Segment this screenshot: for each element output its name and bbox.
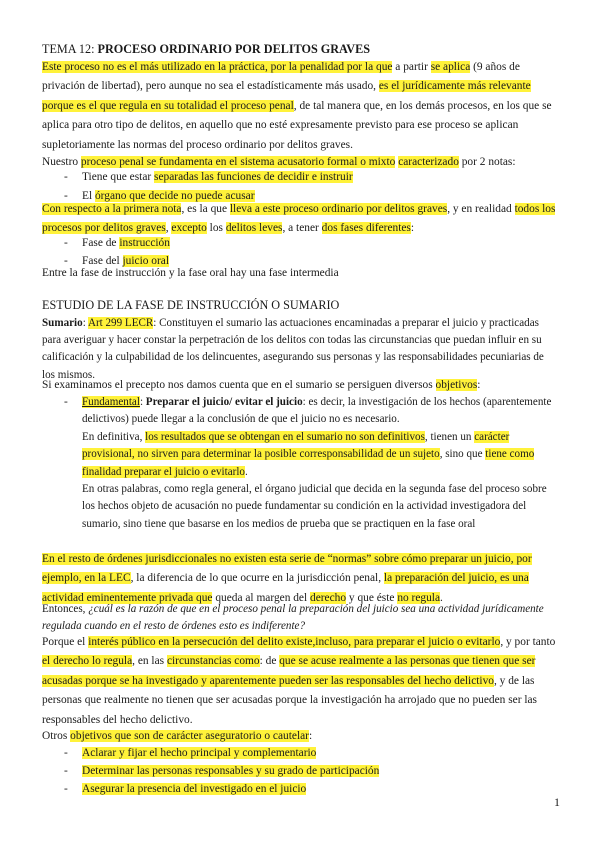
bullet-dash: - bbox=[64, 765, 68, 777]
list-item: Aclarar y fijar el hecho principal y complementario bbox=[82, 747, 317, 759]
list-item: Fase de instrucción bbox=[82, 237, 170, 249]
bullet-dash: - bbox=[64, 171, 68, 183]
fundamental-objective: Fundamental: Preparar el juicio/ evitar el juicio: es decir, la investigación de los hechos (aparentemente delictivos) puede llegar a la conclusión de que el juicio no es necesario. En definitiva, los resultados que se obtengan en el sumario no son definitivos, tienen un carácter provisional, no sirven para determinar la posible corresponsabilidad de un sujeto, sino que tiene como finalidad preparar el juicio o evitarlo. En otras palabras, como regla general, el órgano judicial que decida en la segunda fase del proceso sobre los hechos objeto de acusación no puede fundamentar su condición en la actividad investigadora del sumario, sino tiene que basarse en los medios de prueba que se practiquen en la fase oral bbox=[82, 396, 552, 530]
list-item: Tiene que estar separadas las funciones de decidir e instruir bbox=[82, 171, 353, 183]
objectives-intro: Si examinamos el precepto nos damos cuenta que en el sumario se persiguen diversos objetivos: bbox=[42, 379, 481, 391]
bullet-dash: - bbox=[64, 783, 68, 795]
list-item: Asegurar la presencia del investigado en el juicio bbox=[82, 783, 307, 795]
sumario-paragraph: Sumario: Art 299 LECR: Constituyen el sumario las actuaciones encaminadas a preparar el juicio y practicadas para averiguar y hacer constar la perpetración de los delitos con todas las circunstancias que puedan influir en su calificación y la culpabilidad de los delincuentes, asegurando sus personas y las responsabilidades pecuniarias de los mismos. bbox=[42, 317, 544, 381]
bullet-dash: - bbox=[64, 747, 68, 759]
because-paragraph: Porque el interés público en la persecución del delito existe,incluso, para preparar el juicio o evitarlo, y por tanto el derecho lo regula, en las circunstancias como: de que se acuse realmente a las personas que tienen que ser acusadas porque se ha investigado y aparentemente pueden ser las responsables del hecho delictivo, y de las personas que realmente no tienen que ser acusadas porque la investigación ha arrojado que no pueden ser las responsables del hecho delictivo. bbox=[42, 636, 556, 726]
intermediate-phase-line: Entre la fase de instrucción y la fase oral hay una fase intermedia bbox=[42, 267, 339, 279]
list-item: Determinar las personas responsables y su grado de participación bbox=[82, 765, 380, 777]
bullet-dash: - bbox=[64, 396, 68, 408]
respect-paragraph: Con respecto a la primera nota, es la que lleva a este proceso ordinario por delitos graves, y en realidad todos los procesos por delitos graves, excepto los delitos leves, a tener dos fases diferentes: bbox=[42, 203, 556, 235]
bullet-dash: - bbox=[64, 190, 68, 202]
others-intro: Otros objetivos que son de carácter aseguratorio o cautelar: bbox=[42, 730, 313, 742]
section-heading: ESTUDIO DE LA FASE DE INSTRUCCIÓN O SUMARIO bbox=[42, 298, 340, 312]
list-item: El órgano que decide no puede acusar bbox=[82, 190, 255, 202]
bullet-dash: - bbox=[64, 237, 68, 249]
bullet-dash: - bbox=[64, 255, 68, 267]
intro-paragraph: Este proceso no es el más utilizado en la práctica, por la penalidad por la que a partir se aplica (9 años de privación de libertad), pero aunque no sea el estadísticamente más usado, es el jurídicamente más relevante porque es el que regula en su totalidad el proceso penal, de tal manera que, en los demás procesos, en los que se aplica para otro tipo de delitos, en aquello que no esté expresamente previsto para ese proceso se aplican supletoriamente las normas del proceso ordinario por delitos graves. bbox=[42, 61, 552, 151]
page-title: TEMA 12: PROCESO ORDINARIO POR DELITOS GRAVES bbox=[42, 42, 370, 56]
page-number: 1 bbox=[554, 795, 560, 809]
question-paragraph: Entonces, ¿cuál es la razón de que en el proceso penal la preparación del juicio sea una actividad jurídicamente regulada cuando en el resto de órdenes esto es indiferente? bbox=[42, 603, 544, 633]
list-item: Fase del juicio oral bbox=[82, 255, 169, 267]
foundation-paragraph: Nuestro proceso penal se fundamenta en el sistema acusatorio formal o mixto caracterizado por 2 notas: bbox=[42, 156, 516, 168]
other-orders-paragraph: En el resto de órdenes jurisdiccionales no existen esta serie de “normas” sobre cómo preparar un juicio, por ejemplo, en la LEC, la diferencia de lo que ocurre en la jurisdicción penal, la preparación del juicio, es una actividad eminentemente privada que queda al margen del derecho y que éste no regula. bbox=[42, 553, 532, 604]
